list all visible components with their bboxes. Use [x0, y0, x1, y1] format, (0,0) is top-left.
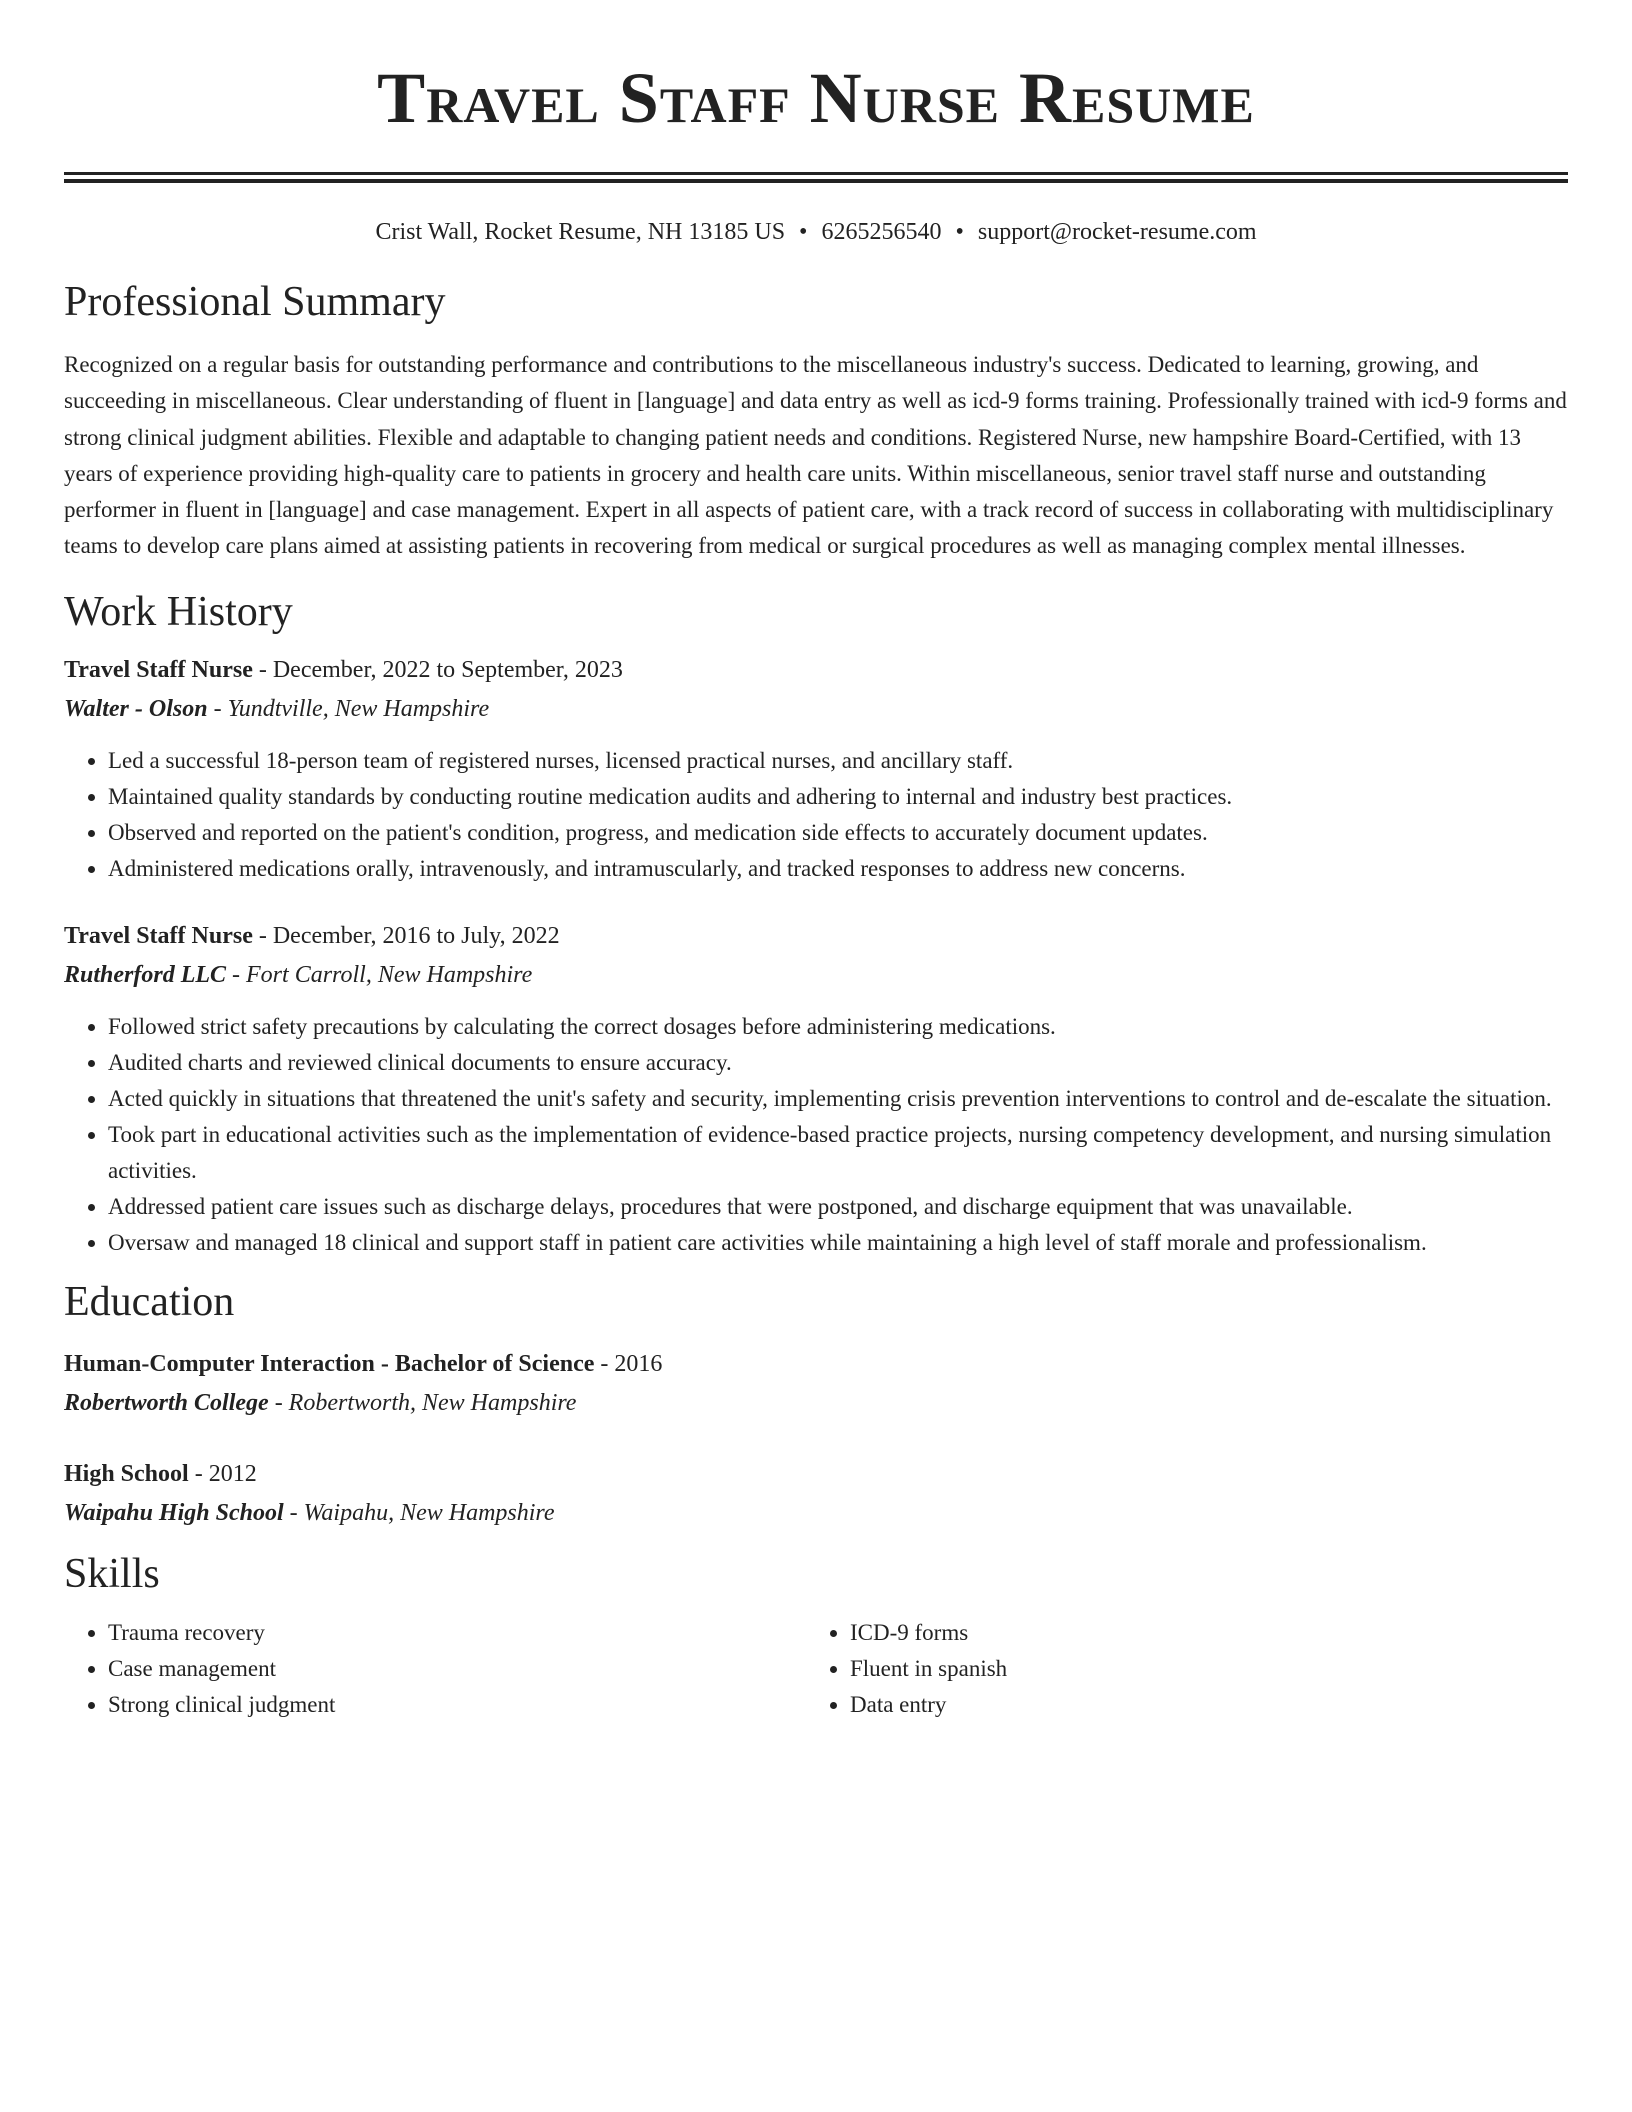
contact-address: Crist Wall, Rocket Resume, NH 13185 US: [375, 219, 786, 245]
job-bullet: • Administered medications orally, intravenously, and intramuscularly, and tracked responses to address new concerns.: [108, 851, 1568, 887]
education-entry: [64, 1455, 1568, 1533]
education-degree: High School: [64, 1460, 189, 1487]
job-header: [64, 917, 1568, 956]
summary-section: [64, 277, 1568, 565]
job-bullet: • Addressed patient care issues such as discharge delays, procedures that were postponed, and discharge equipment that was unavailable.: [108, 1189, 1568, 1225]
education-school: Waipahu High School: [64, 1499, 284, 1526]
education-degree: Human-Computer Interaction - Bachelor of Science: [64, 1350, 595, 1377]
job-title: Travel Staff Nurse: [64, 656, 253, 683]
resume-title: Travel Staff Nurse Resume: [377, 58, 1255, 138]
title-divider: [64, 172, 1568, 183]
job-employer: Walter - Olson: [64, 695, 208, 722]
education-school: Robertworth College: [64, 1389, 269, 1416]
job-entry: [64, 651, 1568, 887]
skills-list-left: [64, 1615, 806, 1723]
education-school-line: [64, 1494, 1568, 1533]
contact-line: [64, 217, 1568, 247]
education-header: [64, 1455, 1568, 1494]
education-location: - Robertworth, New Hampshire: [268, 1389, 577, 1416]
job-title: Travel Staff Nurse: [64, 922, 253, 949]
job-bullet: • Audited charts and reviewed clinical documents to ensure accuracy.: [108, 1045, 1568, 1081]
job-header: [64, 651, 1568, 690]
skills-heading: Skills: [64, 1550, 160, 1597]
job-bullet: • Took part in educational activities such as the implementation of evidence-based practice projects, nursing competency development, and nursing simulation activities.: [108, 1117, 1568, 1189]
skill-item: • Data entry: [850, 1687, 1548, 1723]
education-entry: [64, 1345, 1568, 1423]
job-dates: - December, 2022 to September, 2023: [252, 656, 623, 683]
skill-item: • Trauma recovery: [108, 1615, 806, 1651]
contact-separator: •: [799, 219, 808, 245]
skills-list-right: [806, 1615, 1548, 1723]
work-history-heading: Work History: [64, 588, 293, 635]
education-year: - 2016: [594, 1350, 663, 1377]
job-dates: - December, 2016 to July, 2022: [252, 922, 560, 949]
job-location: - Fort Carroll, New Hampshire: [226, 961, 533, 988]
job-entry: [64, 917, 1568, 1261]
summary-heading: Professional Summary: [64, 279, 446, 325]
job-bullets: [64, 743, 1568, 887]
contact-phone: 6265256540: [821, 219, 942, 245]
job-location: - Yundtville, New Hampshire: [207, 695, 490, 722]
job-bullet: • Oversaw and managed 18 clinical and support staff in patient care activities while maintaining a high level of staff morale and professionalism.: [108, 1225, 1568, 1261]
skills-section: [64, 1549, 1568, 1723]
education-year: - 2012: [188, 1460, 257, 1487]
job-bullets: [64, 1009, 1568, 1261]
work-history-section: [64, 587, 1568, 1261]
job-employer-line: [64, 956, 1568, 995]
contact-separator: •: [955, 219, 964, 245]
job-bullet: • Acted quickly in situations that threatened the unit's safety and security, implementing crisis prevention interventions to control and de-escalate the situation.: [108, 1081, 1568, 1117]
skill-item: • Case management: [108, 1651, 806, 1687]
job-bullet: • Followed strict safety precautions by calculating the correct dosages before administering medications.: [108, 1009, 1568, 1045]
education-location: - Waipahu, New Hampshire: [283, 1499, 555, 1526]
education-header: [64, 1345, 1568, 1384]
job-bullet: • Led a successful 18-person team of registered nurses, licensed practical nurses, and ancillary staff.: [108, 743, 1568, 779]
contact-email: support@rocket-resume.com: [977, 219, 1257, 245]
education-heading: Education: [64, 1278, 235, 1325]
job-employer-line: [64, 690, 1568, 729]
job-bullet: • Maintained quality standards by conducting routine medication audits and adhering to internal and industry best practices.: [108, 779, 1568, 815]
skill-item: • Strong clinical judgment: [108, 1687, 806, 1723]
education-section: [64, 1277, 1568, 1533]
education-school-line: [64, 1384, 1568, 1423]
skills-columns: [64, 1615, 1568, 1723]
skill-item: • Fluent in spanish: [850, 1651, 1548, 1687]
skill-item: • ICD-9 forms: [850, 1615, 1548, 1651]
job-employer: Rutherford LLC: [64, 961, 227, 988]
job-bullet: • Observed and reported on the patient's condition, progress, and medication side effects to accurately document updates.: [108, 815, 1568, 851]
summary-text: Recognized on a regular basis for outstanding performance and contributions to the miscellaneous industry's success. Dedicated to learning, growing, and succeeding in miscellaneous. Clear understanding of fluent in [language] and data entry as well as icd-9 forms training. Professionally trained with icd-9 forms and strong clinical judgment abilities. Flexible and adaptable to changing patient needs and conditions. Registered Nurse, new hampshire Board-Certified, with 13 years of experience providing high-quality care to patients in grocery and health care units. Within miscellaneous, senior travel staff nurse and outstanding performer in fluent in [language] and case management. Expert in all aspects of patient care, with a track record of success in collaborating with multidisciplinary teams to develop care plans aimed at assisting patients in recovering from medical or surgical procedures as well as managing complex mental illnesses.: [64, 352, 1567, 559]
